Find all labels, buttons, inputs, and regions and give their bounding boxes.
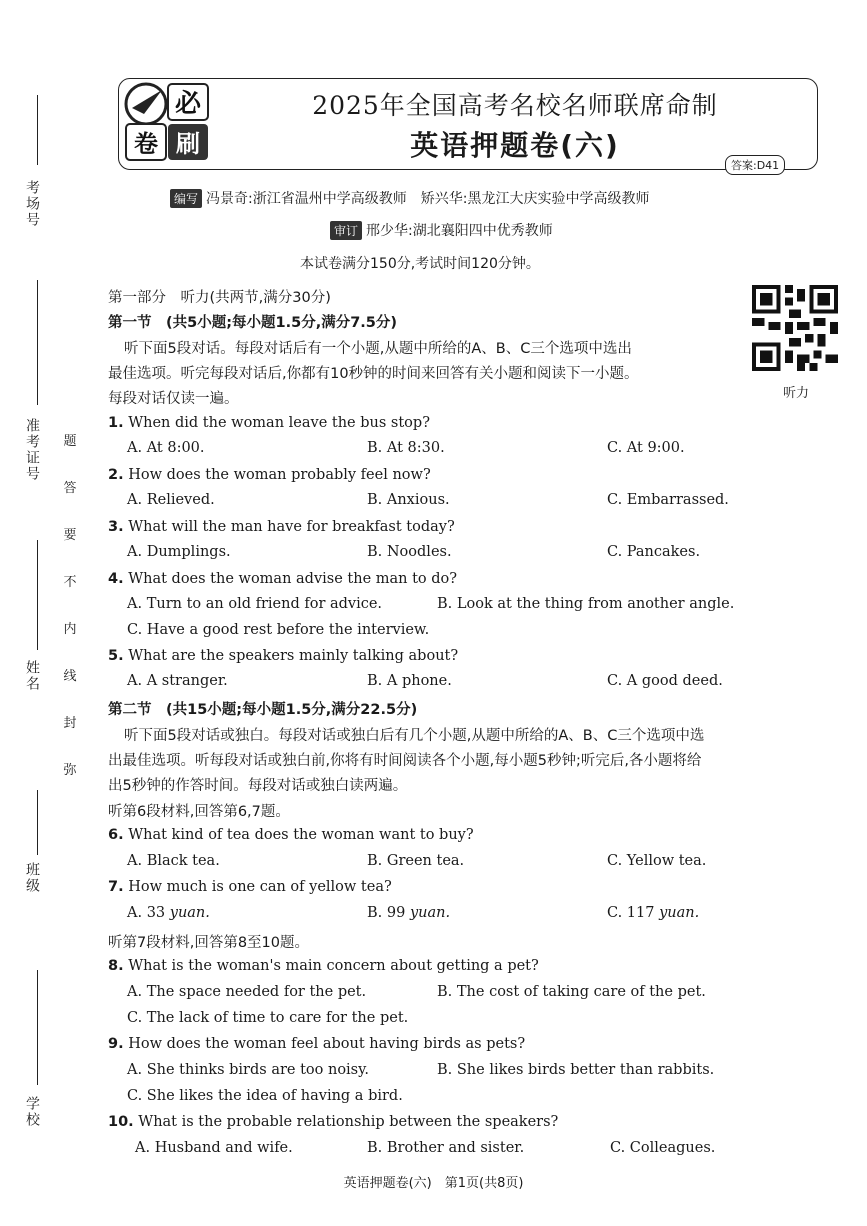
q10-option-c: C. Colleagues. <box>610 1140 716 1156</box>
reviewer-tag: 审订 <box>330 221 362 240</box>
exam-room-line <box>37 95 38 165</box>
exam-room-label: 考场号 <box>24 180 40 228</box>
q1-option-b: B. At 8:30. <box>367 440 445 456</box>
question-4: 4. What does the woman advise the man to do? <box>108 571 458 587</box>
question-1: 1. When did the woman leave the bus stop? <box>108 415 430 431</box>
section1-instruction: 听下面5段对话。每段对话后有一个小题,从题中所给的A、B、C三个选项中选出 <box>124 341 632 357</box>
editor-tag: 编写 <box>170 189 202 208</box>
material-6-lead: 听第6段材料,回答第6,7题。 <box>108 804 290 820</box>
paper-title: 英语押题卷(六) <box>410 129 620 162</box>
q5-option-a: A. A stranger. <box>127 673 228 689</box>
q8-option-a: A. The space needed for the pet. <box>127 984 367 1000</box>
seal-char: 题 <box>63 434 77 449</box>
page-footer: 英语押题卷(六) 第1页(共8页) <box>343 1176 524 1191</box>
q10-option-a: A. Husband and wife. <box>135 1140 293 1156</box>
question-2: 2. How does the woman probably feel now? <box>108 467 431 483</box>
seal-char: 弥 <box>63 763 77 778</box>
q2-option-b: B. Anxious. <box>367 492 450 508</box>
seal-char: 要 <box>63 528 77 543</box>
section2-title: 第二节 (共15小题;每小题1.5分,满分22.5分) <box>108 702 418 718</box>
section1-title: 第一节 (共5小题;每小题1.5分,满分7.5分) <box>108 315 398 331</box>
brand-logo <box>122 78 214 164</box>
reviewer-line <box>330 220 553 240</box>
q9-option-b: B. She likes birds better than rabbits. <box>437 1062 715 1078</box>
seal-char: 不 <box>63 575 77 590</box>
class-label: 班级 <box>24 862 40 894</box>
q5-option-b: B. A phone. <box>367 673 452 689</box>
class-line <box>37 790 38 855</box>
question-5: 5. What are the speakers mainly talking about? <box>108 648 459 664</box>
q1-option-c: C. At 9:00. <box>607 440 685 456</box>
q5-option-c: C. A good deed. <box>607 673 723 689</box>
editors-text: 冯景奇:浙江省温州中学高级教师 矫兴华:黑龙江大庆实验中学高级教师 <box>206 191 650 207</box>
q4-option-a: A. Turn to an old friend for advice. <box>127 596 383 612</box>
logo-shua: 刷 <box>176 130 200 158</box>
logo-juan: 卷 <box>134 130 158 158</box>
q3-option-c: C. Pancakes. <box>607 544 701 560</box>
part1-title: 第一部分 听力(共两节,满分30分) <box>108 290 331 306</box>
score-note: 本试卷满分150分,考试时间120分钟。 <box>300 256 540 272</box>
name-label: 姓名 <box>24 660 40 692</box>
school-label: 学校 <box>24 1096 40 1128</box>
admission-line <box>37 280 38 405</box>
logo-bi: 必 <box>174 89 202 119</box>
school-line <box>37 970 38 1085</box>
name-line <box>37 540 38 650</box>
seal-char: 内 <box>63 622 77 637</box>
material-7-lead: 听第7段材料,回答第8至10题。 <box>108 935 310 951</box>
seal-char: 线 <box>63 669 77 684</box>
section2-instruction: 出最佳选项。听每段对话或独白前,你将有时间阅读各个小题,每小题5秒钟;听完后,各小题将给 <box>108 753 702 769</box>
question-9: 9. How does the woman feel about having birds as pets? <box>108 1036 526 1052</box>
question-8: 8. What is the woman's main concern about getting a pet? <box>108 958 539 974</box>
q6-option-a: A. Black tea. <box>127 853 220 869</box>
q1-option-a: A. At 8:00. <box>127 440 205 456</box>
answer-code: 答案:D41 <box>725 155 785 175</box>
q2-option-a: A. Relieved. <box>127 492 215 508</box>
q4-option-c: C. Have a good rest before the interview. <box>127 622 430 638</box>
reviewer-text: 邢少华:湖北襄阳四中优秀教师 <box>366 223 553 239</box>
question-6: 6. What kind of tea does the woman want to buy? <box>108 827 474 843</box>
editors-line <box>170 188 649 208</box>
question-7: 7. How much is one can of yellow tea? <box>108 879 392 895</box>
admission-label: 准考证号 <box>24 418 40 482</box>
section2-instruction: 出5秒钟的作答时间。每段对话或独白读两遍。 <box>108 778 408 794</box>
q10-option-b: B. Brother and sister. <box>367 1140 525 1156</box>
section1-instruction: 每段对话仅读一遍。 <box>108 391 239 407</box>
section1-instruction: 最佳选项。听完每段对话后,你都有10秒钟的时间来回答有关小题和阅读下一小题。 <box>108 366 639 382</box>
question-3: 3. What will the man have for breakfast today? <box>108 519 455 535</box>
q6-option-b: B. Green tea. <box>367 853 465 869</box>
question-10: 10. What is the probable relationship between the speakers? <box>108 1114 559 1130</box>
q8-option-b: B. The cost of taking care of the pet. <box>437 984 706 1000</box>
seal-char: 封 <box>63 716 77 731</box>
q6-option-c: C. Yellow tea. <box>607 853 707 869</box>
qr-code <box>752 285 838 371</box>
q2-option-c: C. Embarrassed. <box>607 492 729 508</box>
q9-option-c: C. She likes the idea of having a bird. <box>127 1088 403 1104</box>
q8-option-c: C. The lack of time to care for the pet. <box>127 1010 409 1026</box>
seal-char: 答 <box>63 481 77 496</box>
q9-option-a: A. She thinks birds are too noisy. <box>127 1062 369 1078</box>
q7-option-c: C. 117 yuan. <box>607 905 700 921</box>
q7-option-a: A. 33 yuan. <box>127 905 210 921</box>
exam-title: 2025年全国高考名校名师联席命制 <box>312 91 718 120</box>
qr-label: 听力 <box>783 386 810 401</box>
q3-option-b: B. Noodles. <box>367 544 452 560</box>
q7-option-b: B. 99 yuan. <box>367 905 451 921</box>
q3-option-a: A. Dumplings. <box>127 544 231 560</box>
section2-instruction: 听下面5段对话或独白。每段对话或独白后有几个小题,从题中所给的A、B、C三个选项中选 <box>124 728 705 744</box>
q4-option-b: B. Look at the thing from another angle. <box>437 596 735 612</box>
